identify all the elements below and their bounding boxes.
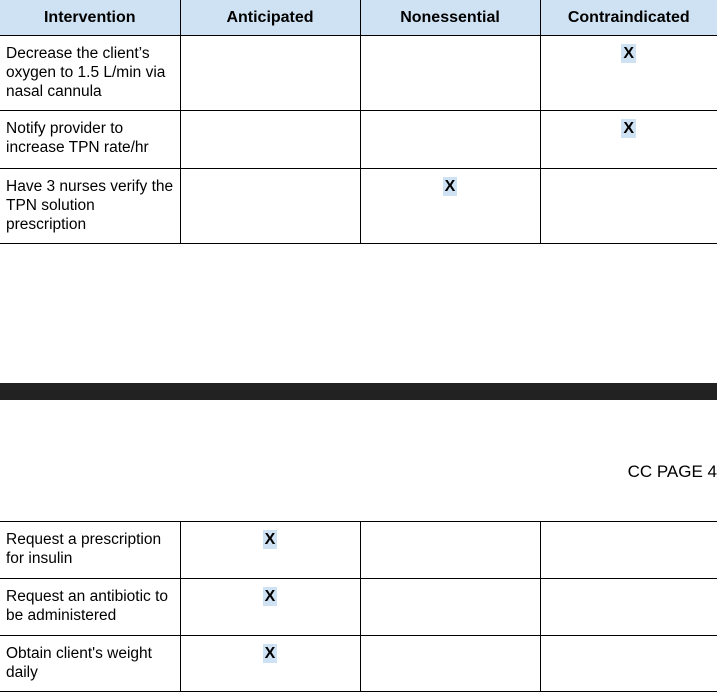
contraindicated-cell xyxy=(540,111,717,169)
nonessential-cell xyxy=(360,522,540,579)
contraindicated-cell xyxy=(540,36,717,111)
page-divider xyxy=(0,383,717,400)
table-row xyxy=(0,36,717,111)
table-row xyxy=(0,579,717,636)
intervention-cell: Request an antibiotic to be administered xyxy=(0,579,180,636)
interventions-table-bottom xyxy=(0,521,717,692)
table-row xyxy=(0,522,717,579)
nonessential-cell xyxy=(360,36,540,111)
contraindicated-cell xyxy=(540,579,717,636)
intervention-cell: Obtain client's weight daily xyxy=(0,636,180,692)
x-mark: X xyxy=(264,531,276,548)
table-row xyxy=(0,636,717,692)
table-row xyxy=(0,169,717,244)
anticipated-cell xyxy=(180,636,360,692)
contraindicated-cell xyxy=(540,169,717,244)
anticipated-cell xyxy=(180,579,360,636)
nonessential-cell xyxy=(360,636,540,692)
x-mark: X xyxy=(264,588,276,605)
header-intervention: Intervention xyxy=(0,0,180,36)
nonessential-cell xyxy=(360,111,540,169)
x-mark: X xyxy=(264,645,276,662)
table-header-row xyxy=(0,0,717,36)
x-mark: X xyxy=(444,178,456,195)
anticipated-cell xyxy=(180,36,360,111)
intervention-cell: Decrease the client’s oxygen to 1.5 L/min via nasal cannula xyxy=(0,36,180,111)
contraindicated-cell xyxy=(540,636,717,692)
contraindicated-cell xyxy=(540,522,717,579)
x-mark: X xyxy=(623,120,635,137)
intervention-cell: Have 3 nurses verify the TPN solution prescription xyxy=(0,169,180,244)
page-label: CC PAGE 4 xyxy=(627,462,717,481)
anticipated-cell xyxy=(180,111,360,169)
header-nonessential: Nonessential xyxy=(360,0,540,36)
x-mark: X xyxy=(623,45,635,62)
nonessential-cell xyxy=(360,579,540,636)
table-row xyxy=(0,111,717,169)
anticipated-cell xyxy=(180,522,360,579)
header-contraindicated: Contraindicated xyxy=(540,0,717,36)
nonessential-cell xyxy=(360,169,540,244)
anticipated-cell xyxy=(180,169,360,244)
header-anticipated: Anticipated xyxy=(180,0,360,36)
intervention-cell: Notify provider to increase TPN rate/hr xyxy=(0,111,180,169)
interventions-table-top xyxy=(0,0,717,244)
intervention-cell: Request a prescription for insulin xyxy=(0,522,180,579)
